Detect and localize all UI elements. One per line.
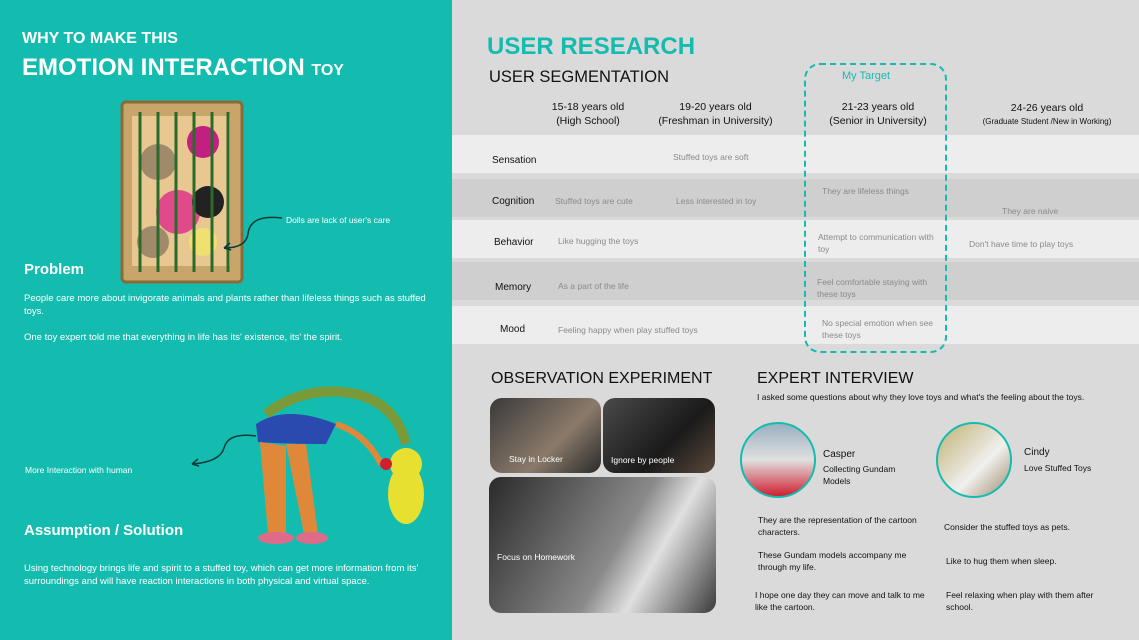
casper-quote: These Gundam models accompany me through my life. (758, 550, 907, 572)
heading-small: WHY TO MAKE THIS (22, 30, 178, 47)
table-cell: Don't have time to play toys (969, 239, 1074, 249)
caged-toys-illustration (118, 92, 248, 288)
heading-main: EMOTION INTERACTION (22, 54, 305, 81)
table-cell: Stuffed toys are cute (555, 196, 633, 206)
table-cell: Feel comfortable staying with these toys (817, 277, 928, 299)
avatar-cindy (936, 422, 1012, 498)
column-age: 21-23 years old (841, 101, 915, 113)
heading-big (22, 54, 344, 82)
cindy-quote: Like to hug them when sleep. (946, 556, 1057, 566)
row-label: Sensation (492, 155, 537, 166)
table-cell: Less interested in toy (676, 196, 757, 206)
observation-title: OBSERVATION EXPERIMENT (491, 370, 713, 387)
column-age: 24-26 years old (1010, 102, 1084, 114)
row-band (452, 262, 1139, 300)
right-panel (452, 0, 1139, 640)
column-group: (Senior in University) (829, 115, 927, 127)
column-group: (Freshman in University) (658, 115, 773, 127)
research-title: USER RESEARCH (487, 33, 696, 60)
interaction-note: More Interaction with human (25, 465, 133, 475)
photo-homework (489, 477, 716, 613)
column-group: (Graduate Student /New in Working) (982, 117, 1112, 126)
column-age: 19-20 years old (679, 101, 752, 113)
left-panel (0, 0, 452, 640)
row-label: Cognition (492, 196, 535, 207)
column-header (648, 100, 783, 128)
column-header (814, 100, 942, 128)
table-cell: As a part of the life (558, 281, 629, 291)
photo-locker (490, 398, 601, 473)
problem-paragraph-1: People care more about invigorate animals and plants rather than lifeless things such as stuffed toys. (24, 293, 426, 317)
table-cell: Like hugging the toys (558, 236, 639, 246)
table-cell: They are lifeless things (822, 186, 909, 196)
cindy-quote: Feel relaxing when play with them after school. (946, 590, 1094, 612)
row-band (452, 306, 1139, 344)
row-label: Memory (495, 282, 532, 293)
row-label: Behavior (494, 237, 534, 248)
casper-quote: They are the representation of the cartoon characters. (758, 515, 917, 537)
table-cell: Stuffed toys are soft (673, 152, 749, 162)
table-cell: No special emotion when see these toys (822, 318, 934, 340)
interaction-arrow-icon (188, 432, 260, 468)
interview-title: EXPERT INTERVIEW (757, 370, 914, 387)
interview-intro: I asked some questions about why they love toys and what's the feeling about the toys. (757, 392, 1085, 402)
photo-caption: Focus on Homework (497, 552, 575, 562)
heading-suffix: TOY (311, 62, 344, 79)
dolls-arrow-icon (220, 210, 290, 252)
table-cell: Attempt to communication with toy (818, 232, 934, 254)
photo-caption: Stay in Locker (509, 454, 563, 464)
table-cell: Feeling happy when play stuffed toys (558, 325, 698, 335)
row-band (452, 135, 1139, 173)
photo-caption: Ignore by people (611, 455, 675, 465)
column-header (962, 101, 1132, 129)
dolls-note: Dolls are lack of user's care (286, 215, 391, 225)
table-cell: They are naive (1002, 206, 1059, 216)
my-target-label: My Target (842, 70, 891, 82)
expert-name: Casper (823, 449, 856, 460)
problem-paragraph-2: One toy expert told me that everything in life has its' existence, its' the spirit. (24, 332, 343, 343)
solution-title: Assumption / Solution (24, 522, 184, 539)
expert-desc: Love Stuffed Toys (1024, 463, 1092, 473)
expert-name: Cindy (1024, 447, 1050, 458)
segmentation-title: USER SEGMENTATION (489, 68, 669, 86)
column-group: (High School) (556, 115, 620, 127)
column-header (538, 100, 638, 128)
expert-desc: Collecting Gundam Models (823, 464, 896, 486)
solution-paragraph: Using technology brings life and spirit to a stuffed toy, which can get more information from its' surroundings and will have reaction interactions in both physical and virtual space. (24, 563, 419, 587)
column-age: 15-18 years old (551, 101, 625, 113)
problem-title: Problem (24, 261, 85, 278)
row-label: Mood (500, 324, 526, 335)
photo-ignored (603, 398, 715, 473)
interaction-illustration (246, 384, 436, 560)
cindy-quote: Consider the stuffed toys as pets. (944, 522, 1070, 532)
casper-quote: I hope one day they can move and talk to me like the cartoon. (755, 590, 925, 612)
avatar-casper (740, 422, 816, 498)
